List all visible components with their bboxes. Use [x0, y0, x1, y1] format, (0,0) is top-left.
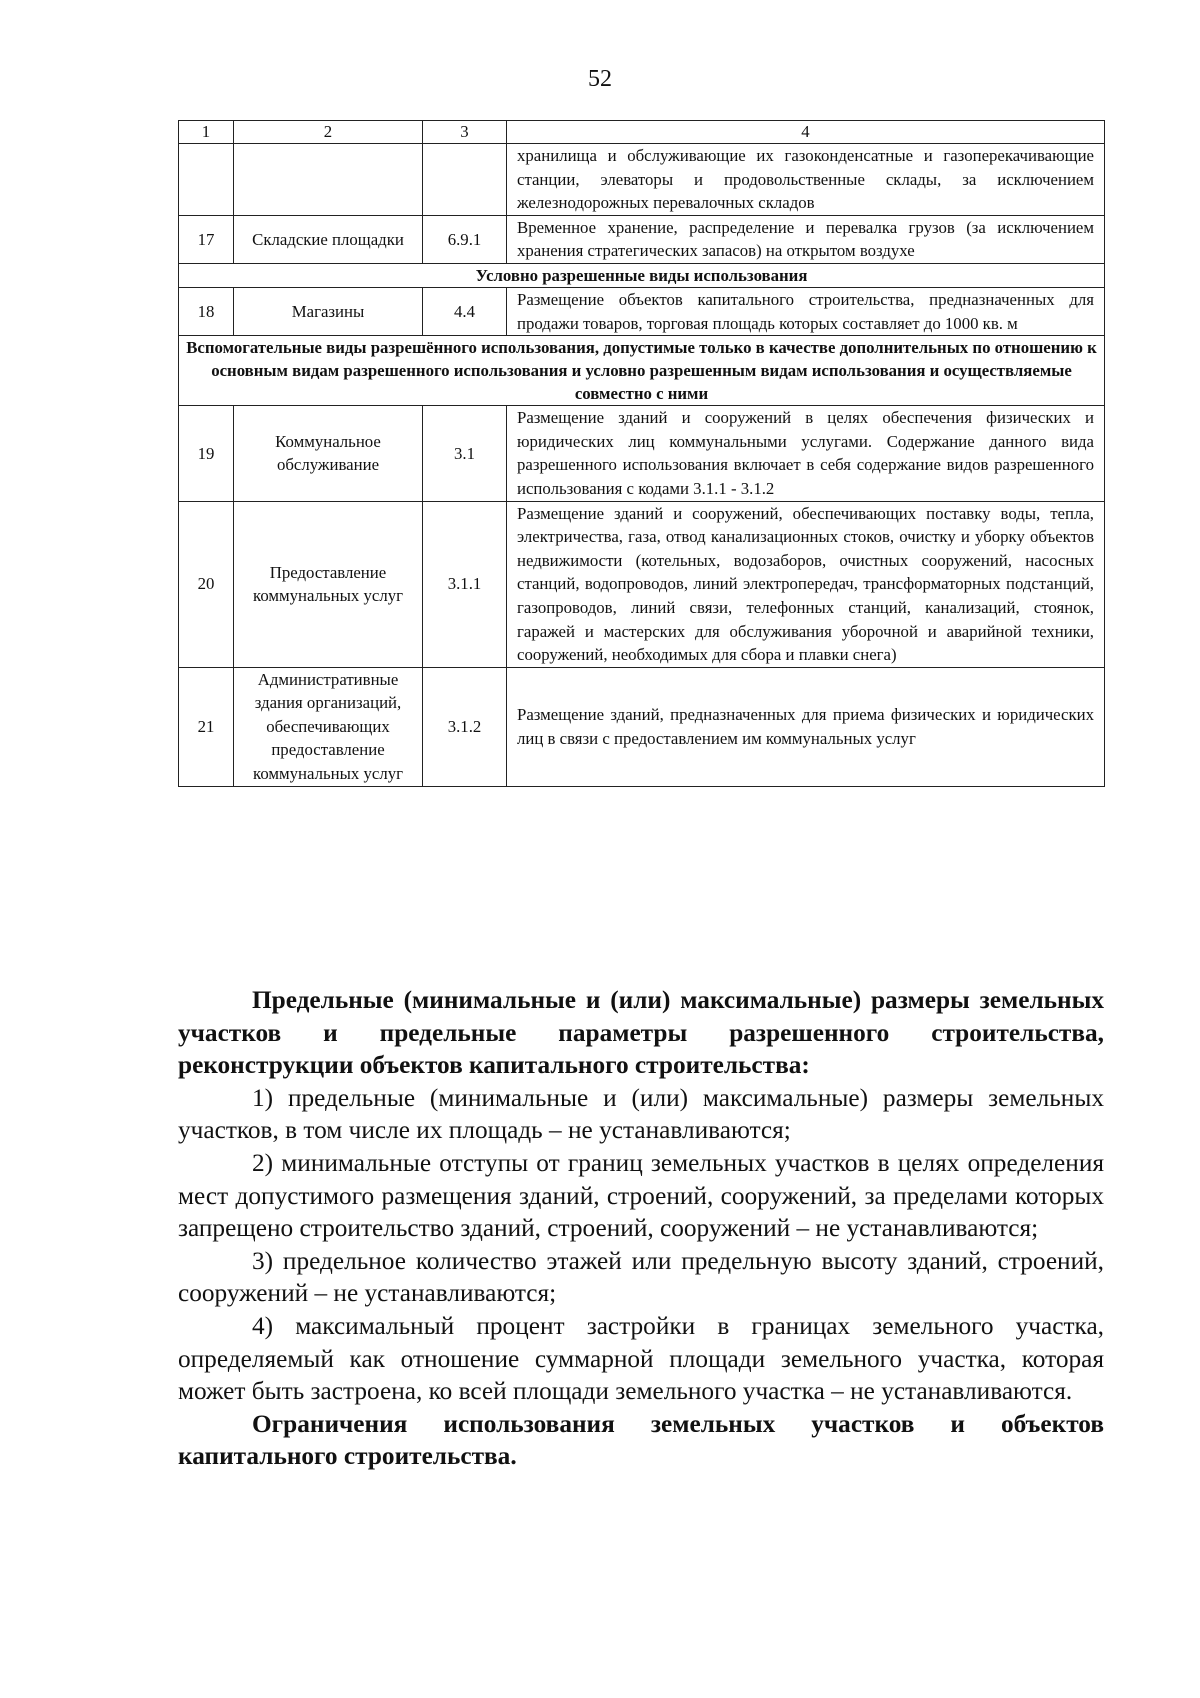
limits-item-1: 1) предельные (минимальные и (или) максимальные) размеры земельных участков, в том числе их площадь – не устанавливаются; — [178, 1083, 1104, 1145]
body-text — [178, 984, 1104, 1473]
use-description: Размещение зданий и сооружений, обеспечивающих поставку воды, тепла, электричества, газа, отвод канализационных стоков, очистку и уборку объектов недвижимости (котельных, водозаборов, очистных сооружений, насосных станций, водопроводов, линий электропередач, трансформаторных подстанций, газопроводов, линий связи, телефонных станций, канализаций, стоянок, гаражей и мастерских для обслуживания уборочной и аварийной техники, сооружений, необходимых для сбора и плавки снега) — [507, 501, 1105, 667]
use-name: Магазины — [234, 287, 423, 335]
row-number: 18 — [179, 287, 234, 335]
limits-heading: Предельные (минимальные и (или) максимальные) размеры земельных участков и предельные параметры разрешенного строительства, реконструкции объектов капитального строительства: — [178, 986, 1104, 1080]
column-number: 4 — [507, 121, 1105, 144]
limits-item-3: 3) предельное количество этажей или предельную высоту зданий, строений, сооружений – не устанавливаются; — [178, 1246, 1104, 1308]
row-number: 17 — [179, 215, 234, 263]
table-row — [179, 144, 1105, 216]
use-name: Складские площадки — [234, 215, 423, 263]
table-row — [179, 501, 1105, 667]
use-description: хранилища и обслуживающие их газоконденсатные и газоперекачивающие станции, элеваторы и продовольственные склады, за исключением железнодорожных перевалочных складов — [507, 144, 1105, 216]
table-row — [179, 287, 1105, 335]
section-auxiliary-title: Вспомогательные виды разрешённого использования, допустимые только в качестве дополнительных по отношению к основным видам разрешенного использования и условно разрешенным видам использования и осуществляемые совместно с ними — [179, 336, 1105, 406]
use-code: 3.1 — [423, 406, 507, 501]
use-description: Размещение объектов капитального строительства, предназначенных для продажи товаров, торговая площадь которых составляет до 1000 кв. м — [507, 287, 1105, 335]
use-code — [423, 144, 507, 216]
row-number: 21 — [179, 667, 234, 786]
use-description: Временное хранение, распределение и перевалка грузов (за исключением хранения стратегических запасов) на открытом воздухе — [507, 215, 1105, 263]
section-header-row — [179, 263, 1105, 287]
restrictions-heading: Ограничения использования земельных участков и объектов капитального строительства. — [178, 1409, 1104, 1471]
table-row — [179, 667, 1105, 786]
limits-item-2: 2) минимальные отступы от границ земельных участков в целях определения мест допустимого размещения зданий, строений, сооружений, за пределами которых запрещено строительство зданий, строений, сооружений – не устанавливаются; — [178, 1148, 1104, 1243]
use-description: Размещение зданий и сооружений в целях обеспечения физических и юридических лиц коммунальными услугами. Содержание данного вида разрешенного использования включает в себя содержание видов разрешенного использования с кодами 3.1.1 - 3.1.2 — [507, 406, 1105, 501]
table-row — [179, 215, 1105, 263]
use-name: Административные здания организаций, обеспечивающих предоставление коммунальных услуг — [234, 667, 423, 786]
row-number: 20 — [179, 501, 234, 667]
land-use-table — [178, 120, 1105, 787]
use-code: 6.9.1 — [423, 215, 507, 263]
use-code: 4.4 — [423, 287, 507, 335]
use-code: 3.1.1 — [423, 501, 507, 667]
table-row — [179, 406, 1105, 501]
use-description: Размещение зданий, предназначенных для приема физических и юридических лиц в связи с предоставлением им коммунальных услуг — [507, 667, 1105, 786]
column-number: 1 — [179, 121, 234, 144]
row-number — [179, 144, 234, 216]
section-header-row — [179, 336, 1105, 406]
column-number: 3 — [423, 121, 507, 144]
limits-item-4: 4) максимальный процент застройки в границах земельного участка, определяемый как отношение суммарной площади земельного участка, которая может быть застроена, ко всей площади земельного участка – не устанавливаются. — [178, 1311, 1104, 1406]
column-number: 2 — [234, 121, 423, 144]
column-number-row — [179, 121, 1105, 144]
use-name — [234, 144, 423, 216]
page-number: 52 — [588, 66, 612, 92]
use-name: Предоставление коммунальных услуг — [234, 501, 423, 667]
section-conditional-title: Условно разрешенные виды использования — [179, 263, 1105, 287]
use-code: 3.1.2 — [423, 667, 507, 786]
row-number: 19 — [179, 406, 234, 501]
use-name: Коммунальное обслуживание — [234, 406, 423, 501]
